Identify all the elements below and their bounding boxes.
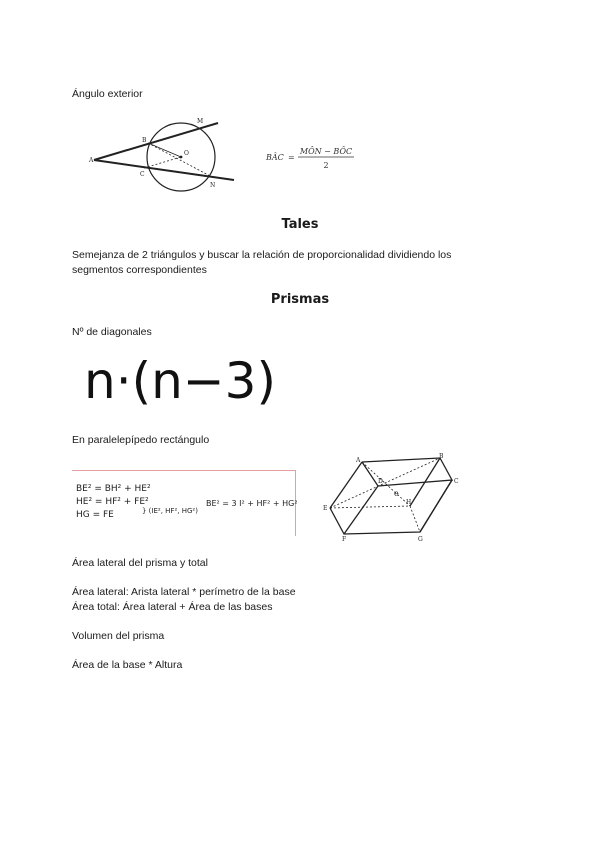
diagonals-handwritten-formula bbox=[80, 350, 290, 410]
vertex-e: E bbox=[323, 505, 328, 512]
vertex-b: B bbox=[439, 453, 444, 460]
label-a: A bbox=[89, 157, 94, 164]
segment-bo bbox=[148, 143, 181, 157]
parallelepiped-label: En paralelepípedo rectángulo bbox=[72, 434, 210, 446]
exterior-angle-formula bbox=[264, 143, 364, 173]
vertex-a: A bbox=[356, 457, 361, 464]
label-b: B bbox=[142, 137, 147, 144]
segment-co bbox=[144, 157, 181, 168]
area-total: Área total: Área lateral + Área de las bases bbox=[72, 601, 273, 613]
label-c: C bbox=[140, 171, 145, 178]
formula-equals: = bbox=[288, 153, 295, 162]
top-face bbox=[362, 458, 452, 486]
diagonal-eb bbox=[330, 458, 440, 508]
vertex-f: F bbox=[342, 536, 347, 543]
formula-numerator: MÔN − BÔC bbox=[299, 147, 353, 156]
volume-title: Volumen del prisma bbox=[72, 630, 165, 642]
note-line3: HG = FE bbox=[76, 510, 114, 520]
secant-upper bbox=[94, 123, 218, 160]
vertex-h: H bbox=[406, 499, 412, 506]
formula-lhs: BÂC bbox=[266, 153, 284, 162]
edge-front-left bbox=[344, 486, 378, 534]
bottom-edges bbox=[330, 480, 452, 534]
tales-body-line1: Semejanza de 2 triángulos y buscar la relación de proporcionalidad dividiendo los bbox=[72, 249, 452, 261]
center-label: e bbox=[394, 489, 399, 498]
vertex-d: D bbox=[378, 478, 383, 485]
note-result: BE² = 3 I² + HF² + HG² bbox=[206, 499, 298, 508]
diagonals-formula-text: n·(n−3) bbox=[84, 352, 276, 410]
exterior-angle-title: Ángulo exterior bbox=[72, 88, 143, 100]
exterior-angle-diagram bbox=[86, 113, 241, 200]
area-lateral: Área lateral: Arista lateral * perímetro de la base bbox=[72, 586, 296, 598]
center-point bbox=[180, 156, 183, 159]
diagonals-label: Nº de diagonales bbox=[72, 326, 152, 338]
area-title: Área lateral del prisma y total bbox=[72, 557, 208, 569]
label-m: M bbox=[197, 118, 204, 125]
prismas-heading: Prismas bbox=[270, 292, 330, 307]
vertex-g: G bbox=[418, 536, 423, 543]
vertex-c: C bbox=[454, 478, 459, 485]
formula-denominator: 2 bbox=[323, 161, 329, 170]
hidden-edge-eh bbox=[330, 506, 410, 508]
volume-formula: Área de la base * Altura bbox=[72, 659, 183, 671]
note-line1: BE² = BH² + HE² bbox=[76, 484, 151, 494]
tales-body-line2: segmentos correspondientes bbox=[72, 264, 207, 276]
note-middle: } (IE², HF², HG²) bbox=[142, 507, 198, 515]
label-o: O bbox=[184, 150, 189, 157]
label-n: N bbox=[210, 182, 216, 189]
tales-heading: Tales bbox=[281, 217, 319, 232]
notes-left bbox=[76, 483, 151, 522]
note-line2: HE² = HF² + FE² bbox=[76, 497, 149, 507]
parallelepiped-diagram bbox=[322, 452, 462, 544]
hidden-edge-hg bbox=[410, 506, 420, 532]
handwritten-notes bbox=[72, 470, 296, 536]
